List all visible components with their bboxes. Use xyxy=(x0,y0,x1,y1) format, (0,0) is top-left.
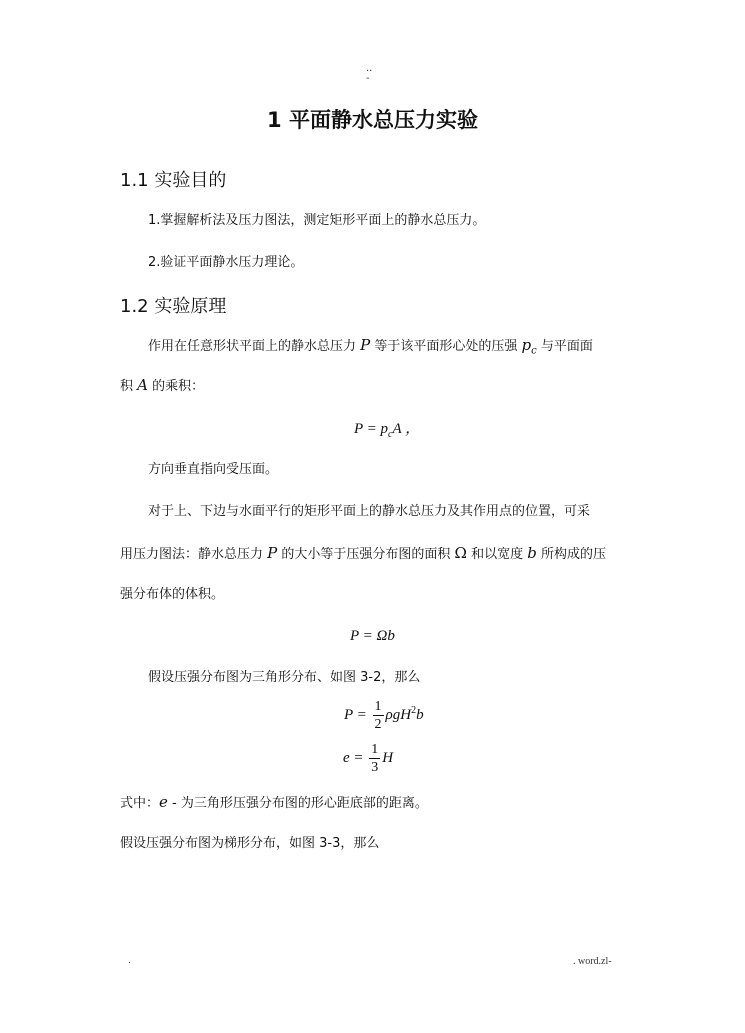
section-heading-principle: 1.2 实验原理 xyxy=(120,296,227,317)
variable-b: b xyxy=(527,544,537,562)
text-run: 用压力图法：静水总压力 xyxy=(120,547,268,562)
variable-p: p xyxy=(521,336,532,354)
text-run: 和以宽度 xyxy=(466,547,528,562)
fraction-denominator: 3 xyxy=(371,760,379,775)
fraction-one-third xyxy=(369,741,380,776)
principle-paragraph-5 xyxy=(120,794,428,812)
eq-rhs: ρgH xyxy=(385,706,412,723)
principle-paragraph-3-line-2 xyxy=(120,545,606,563)
principle-paragraph-2: 方向垂直指向受压面。 xyxy=(148,462,279,477)
eq-rhs: H xyxy=(382,749,394,766)
eq-tail: b xyxy=(416,706,424,723)
purpose-item-2: 2.验证平面静水压力理论。 xyxy=(148,255,304,270)
eq-superscript: 2 xyxy=(411,704,417,716)
footer-left-mark: . xyxy=(128,956,131,966)
subscript-c: c xyxy=(531,345,537,357)
equation-triangle-force xyxy=(344,698,424,733)
principle-paragraph-4: 假设压强分布图为三角形分布、如图 3-2，那么 xyxy=(148,670,421,685)
variable-e: e xyxy=(159,793,168,811)
variable-P: P xyxy=(360,336,371,354)
principle-paragraph-6: 假设压强分布图为梯形分布，如图 3-3，那么 xyxy=(120,836,380,851)
principle-paragraph-1-line-1 xyxy=(148,337,593,360)
fraction-one-half xyxy=(373,698,384,733)
eq-lhs: P = xyxy=(344,706,367,723)
eq-lhs: e = xyxy=(343,749,364,766)
equation-pressure-volume: P = Ωb xyxy=(350,628,395,644)
text-run: 作用在任意形状平面上的静水总压力 xyxy=(148,339,361,354)
principle-paragraph-1-line-2 xyxy=(120,377,204,395)
purpose-item-1: 1.掌握解析法及压力图法，测定矩形平面上的静水总压力。 xyxy=(148,213,486,228)
document-title: 1 平面静水总压力实验 xyxy=(267,108,478,132)
eq-lhs: P = p xyxy=(354,421,389,437)
text-run: 积 xyxy=(120,379,138,394)
principle-paragraph-3-line-3: 强分布体的体积。 xyxy=(120,587,225,602)
footer-right-mark: . word.zl- xyxy=(573,956,612,967)
fraction-numerator: 1 xyxy=(374,699,382,714)
fraction-denominator: 2 xyxy=(374,717,382,732)
variable-P: P xyxy=(267,544,278,562)
eq-rhs: A ， xyxy=(392,421,421,437)
principle-paragraph-3-line-1: 对于上、下边与水面平行的矩形平面上的静水总压力及其作用点的位置，可采 xyxy=(148,504,591,519)
equation-pressure-area xyxy=(354,417,420,440)
eq-sub: c xyxy=(388,429,393,440)
text-run: 与平面面 xyxy=(536,339,593,354)
text-run: 所构成的压 xyxy=(536,547,606,562)
text-run: - 为三角形压强分布图的形心距底部的距离。 xyxy=(167,796,428,811)
page-header-mark: .. - xyxy=(366,63,373,84)
text-run: 式中： xyxy=(120,796,160,811)
fraction-numerator: 1 xyxy=(371,742,379,757)
symbol-omega: Ω xyxy=(454,544,467,562)
text-run: 的乘积： xyxy=(147,379,205,394)
section-heading-purpose: 1.1 实验目的 xyxy=(120,170,227,191)
text-run: 的大小等于压强分布图的面积 xyxy=(277,547,455,562)
text-run: 等于该平面形心处的压强 xyxy=(370,339,522,354)
variable-A: A xyxy=(137,376,148,394)
equation-centroid-distance xyxy=(343,741,393,776)
